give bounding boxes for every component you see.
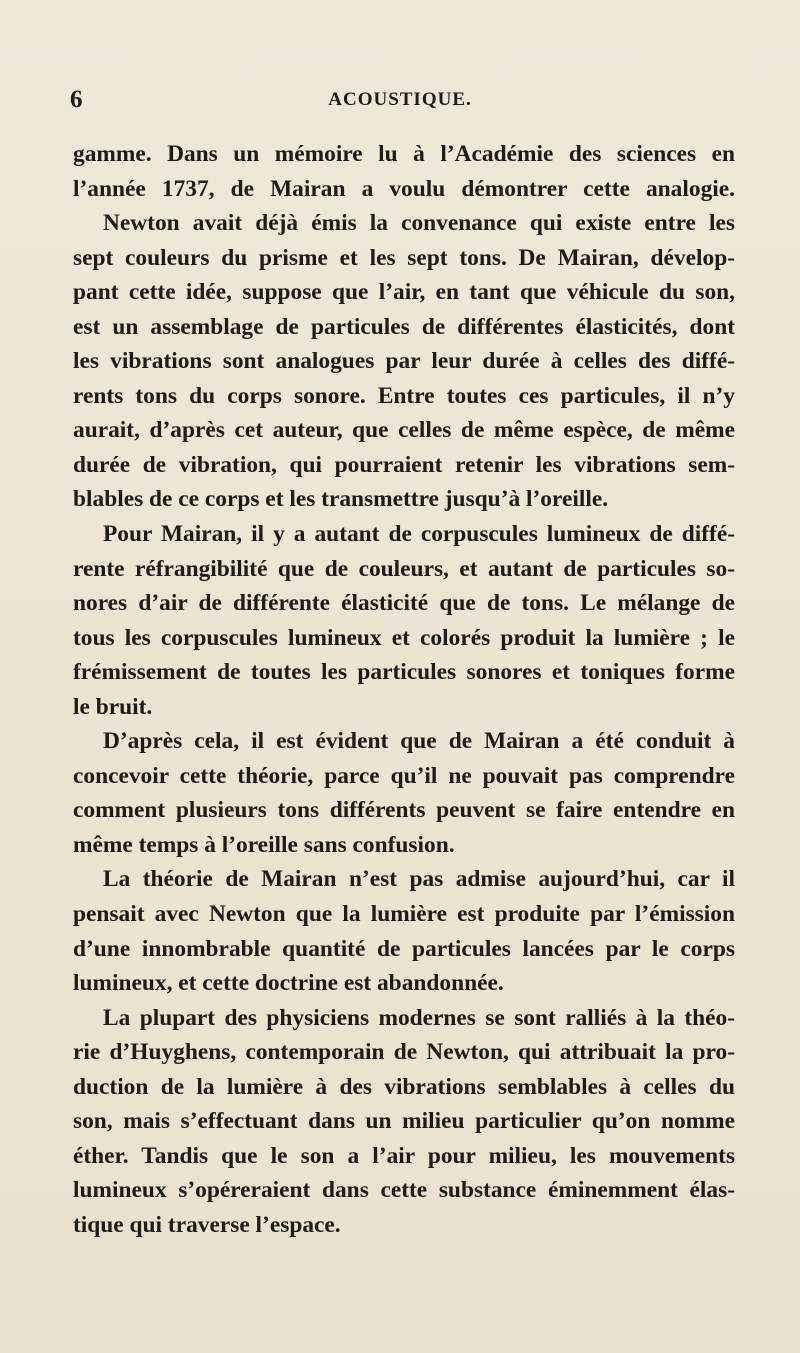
text-line: lumineux s’opéreraient dans cette substance éminemment élas- [73,1177,735,1204]
text-line: est un assemblage de particules de différentes élasticités, dont [73,313,735,340]
running-title: ACOUSTIQUE. [328,89,472,110]
text-line: blables de ce corps et les transmettre jusqu’à l’oreille. [73,486,609,513]
text-line: durée de vibration, qui pourraient retenir les vibrations sem- [73,451,735,478]
text-line: frémissement de toutes les particules sonores et toniques forme [73,659,735,686]
text-line: aurait, d’après cet auteur, que celles de même espèce, de même [73,417,735,444]
text-line: Newton avait déjà émis la convenance qui existe entre les [103,210,735,237]
text-line: son, mais s’effectuant dans un milieu particulier qu’on nomme [73,1108,735,1135]
text-line: rents tons du corps sonore. Entre toutes ces particules, il n’y [73,382,735,409]
text-line: pensait avec Newton que la lumière est produite par l’émission [73,901,735,928]
text-line: sept couleurs du prisme et les sept tons. De Mairan, dévelop- [73,244,735,271]
text-line: les vibrations sont analogues par leur durée à celles des diffé- [73,348,735,375]
text-line: le bruit. [73,693,153,720]
text-line: tique qui traverse l’espace. [73,1211,341,1238]
body-text [73,137,735,1243]
text-line: même temps à l’oreille sans confusion. [73,831,455,858]
text-line: nores d’air de différente élasticité que de tons. Le mélange de [73,590,735,617]
text-line: La plupart des physiciens modernes se sont ralliés à la théo- [103,1004,735,1031]
page-number: 6 [70,86,83,113]
text-line: éther. Tandis que le son a l’air pour milieu, les mouvements [73,1142,735,1169]
text-line: rente réfrangibilité que de couleurs, et autant de particules so- [73,555,735,582]
text-line: gamme. Dans un mémoire lu à l’Académie des sciences en [73,141,735,167]
text-line: pant cette idée, suppose que l’air, en tant que véhicule du son, [73,279,735,306]
text-line: duction de la lumière à des vibrations semblables à celles du [73,1073,735,1100]
text-line: comment plusieurs tons différents peuvent se faire entendre en [73,797,735,824]
text-line: lumineux, et cette doctrine est abandonnée. [73,970,504,997]
text-line: rie d’Huyghens, contemporain de Newton, qui attribuait la pro- [73,1039,735,1066]
page-header [70,86,730,116]
text-line: tous les corpuscules lumineux et colorés produit la lumière ; le [73,624,735,651]
text-line: l’année 1737, de Mairan a voulu démontrer cette analogie. [73,175,735,202]
text-line: D’après cela, il est évident que de Mairan a été conduit à [103,728,735,755]
text-line: concevoir cette théorie, parce qu’il ne pouvait pas comprendre [73,762,735,789]
text-line: La théorie de Mairan n’est pas admise aujourd’hui, car il [103,866,735,893]
text-line: d’une innombrable quantité de particules lancées par le corps [73,935,735,962]
text-line: Pour Mairan, il y a autant de corpuscules lumineux de diffé- [103,521,735,548]
